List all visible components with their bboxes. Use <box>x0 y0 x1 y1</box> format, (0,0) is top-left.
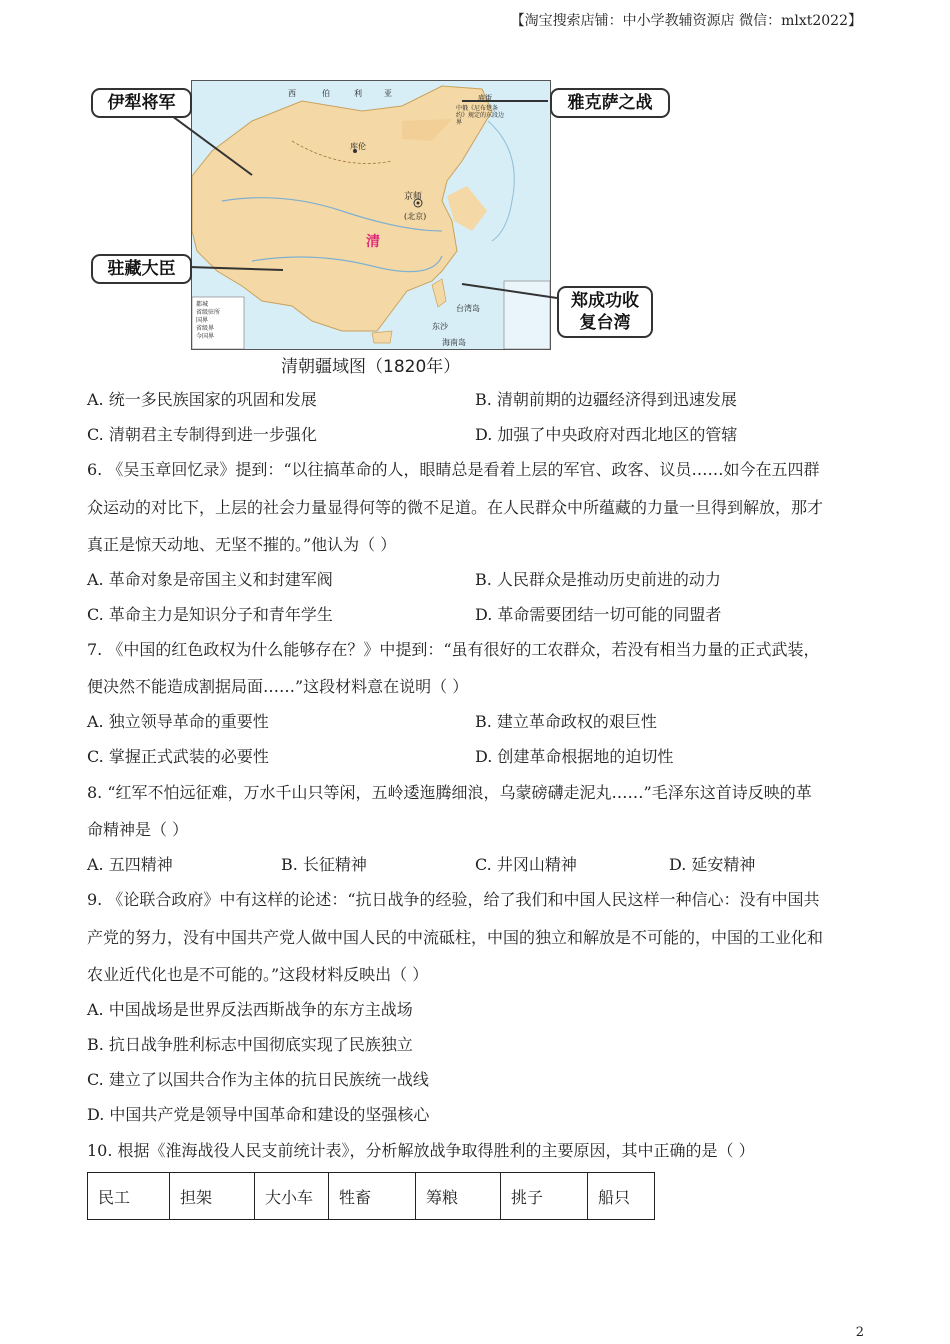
table-header-cell: 牲畜 <box>329 1173 416 1220</box>
q6-option-b: B. 人民群众是推动历史前进的动力 <box>475 570 721 589</box>
q7-stem-line-1: 7. 《中国的红色政权为什么能够存在？》中提到：“虽有很好的工农群众，若没有相当力量的正式武装， <box>87 640 820 659</box>
q8-option-b: B. 长征精神 <box>281 855 367 874</box>
map-label-siberia-4: 亚 <box>384 89 392 98</box>
q6-option-a: A. 革命对象是帝国主义和封建军阀 <box>87 570 333 589</box>
q6-option-c: C. 革命主力是知识分子和青年学生 <box>87 605 333 624</box>
q9-stem-line-2: 产党的努力，没有中国共产党人做中国人民的中流砥柱，中国的独立和解放是不可能的，中国的工业化和 <box>87 928 824 947</box>
q7-stem-line-2: 便决然不能造成割据局面……”这段材料意在说明（ ） <box>87 677 469 696</box>
leader-taiwan <box>462 284 557 298</box>
q5-option-c: C. 清朝君主专制得到进一步强化 <box>87 425 317 444</box>
map-label-capital: 京师 <box>404 192 423 202</box>
q8-stem-line-1: 8. “红军不怕远征难，万水千山只等闲，五岭逶迤腾细浪，乌蒙磅礴走泥丸……”毛泽东这首诗反映的革 <box>87 783 812 802</box>
map-label-hainan: 海南岛 <box>442 338 466 347</box>
q9-stem-line-1: 9. 《论联合政府》中有这样的论述：“抗日战争的经验，给了我们和中国人民这样一种信心：没有中国共 <box>87 890 820 909</box>
q7-option-c: C. 掌握正式武装的必要性 <box>87 747 269 766</box>
legend-item-national-border: 国界 <box>196 317 209 324</box>
q6-stem-line-3: 真正是惊天动地、无坚不摧的。”他认为（ ） <box>87 535 397 554</box>
map-label-siberia-2: 伯 <box>322 89 330 98</box>
page-number: 2 <box>855 1325 864 1340</box>
q9-option-a: A. 中国战场是世界反法西斯战争的东方主战场 <box>87 1000 413 1019</box>
callout-zheng-chenggong: 郑成功收复台湾 <box>557 286 653 338</box>
q6-stem-line-2: 众运动的对比下，上层的社会力量显得何等的微不足道。在人民群众中所蕴藏的力量一旦得到解放，那才 <box>87 498 824 517</box>
callout-ili-general: 伊犁将军 <box>91 88 192 118</box>
table-row <box>88 1173 655 1220</box>
q7-option-b: B. 建立革命政权的艰巨性 <box>475 712 657 731</box>
callout-tibet-minister: 驻藏大臣 <box>91 254 192 284</box>
table-header-cell: 担架 <box>170 1173 255 1220</box>
leader-ili <box>150 116 252 175</box>
map-label-miaojie: 庙街 <box>478 94 492 102</box>
legend-item-province-seat: 省级驻所 <box>196 309 221 316</box>
q8-option-c: C. 井冈山精神 <box>475 855 577 874</box>
q9-option-b: B. 抗日战争胜利标志中国彻底实现了民族独立 <box>87 1035 413 1054</box>
q8-option-d: D. 延安精神 <box>669 855 756 874</box>
huaihai-support-table <box>87 1172 655 1220</box>
q6-option-d: D. 革命需要团结一切可能的同盟者 <box>475 605 722 624</box>
map-label-beijing: (北京) <box>404 212 427 221</box>
map-label-siberia-1: 西 <box>288 89 296 98</box>
q7-option-d: D. 创建革命根据地的迫切性 <box>475 747 674 766</box>
callout-leaders <box>0 0 950 380</box>
q7-option-a: A. 独立领导革命的重要性 <box>87 712 269 731</box>
q6-stem-line-1: 6. 《吴玉章回忆录》提到：“以往搞革命的人，眼睛总是看着上层的军官、政客、议员……如今在五四群 <box>87 460 820 479</box>
map-label-treaty: 中俄《尼布楚条约》规定的东段边界 <box>456 105 505 126</box>
q5-option-a: A. 统一多民族国家的巩固和发展 <box>87 390 317 409</box>
table-header-cell: 挑子 <box>501 1173 588 1220</box>
legend-item-modern-border: 今国界 <box>196 333 215 340</box>
page-header: 【淘宝搜索店铺：中小学教辅资源店 微信：mlxt2022】 <box>510 13 862 29</box>
callout-yaksa-battle: 雅克萨之战 <box>550 88 670 118</box>
leader-tibet <box>189 267 283 270</box>
map-label-siberia-3: 利 <box>354 89 362 98</box>
table-header-cell: 大小车 <box>255 1173 329 1220</box>
map-label-taiwan: 台湾岛 <box>456 304 480 313</box>
q8-stem-line-2: 命精神是（ ） <box>87 820 189 839</box>
q10-stem: 10. 根据《淮海战役人民支前统计表》，分析解放战争取得胜利的主要原因，其中正确的是（ ） <box>87 1141 755 1160</box>
map-label-kulun: 库伦 <box>350 142 366 151</box>
q8-option-a: A. 五四精神 <box>87 855 173 874</box>
q5-option-b: B. 清朝前期的边疆经济得到迅速发展 <box>475 390 737 409</box>
q9-option-d: D. 中国共产党是领导中国革命和建设的坚强核心 <box>87 1105 430 1124</box>
legend-item-capital: 都城 <box>196 301 209 308</box>
q5-option-d: D. 加强了中央政府对西北地区的管辖 <box>475 425 738 444</box>
map-caption: 清朝疆域图（1820年） <box>281 357 461 377</box>
legend-item-province-border: 省级界 <box>196 325 215 332</box>
q9-option-c: C. 建立了以国共合作为主体的抗日民族统一战线 <box>87 1070 429 1089</box>
table-header-cell: 船只 <box>588 1173 655 1220</box>
table-header-cell: 民工 <box>88 1173 170 1220</box>
q9-stem-line-3: 农业近代化也是不可能的。”这段材料反映出（ ） <box>87 965 429 984</box>
map-label-qing: 清 <box>366 234 380 250</box>
table-header-cell: 筹粮 <box>416 1173 501 1220</box>
map-label-dongsha: 东沙 <box>432 322 448 331</box>
